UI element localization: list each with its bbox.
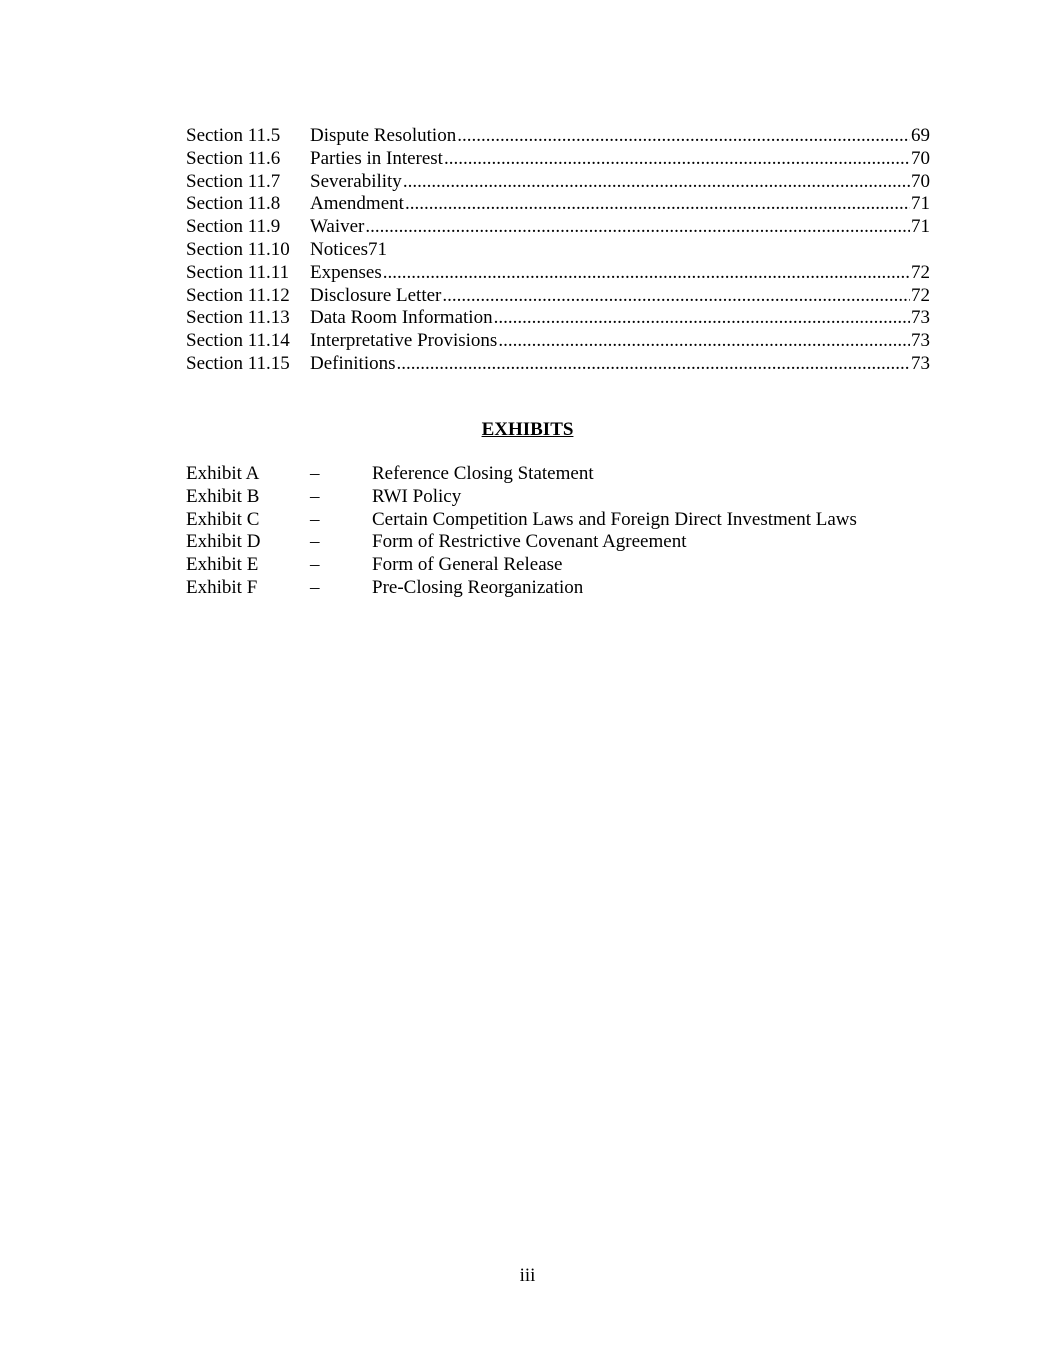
exhibit-title: RWI Policy	[372, 485, 462, 507]
toc-entry-11-12[interactable]	[186, 285, 930, 308]
exhibit-dash: –	[310, 508, 320, 530]
toc-dot-leader	[444, 148, 910, 171]
toc-entry-11-10[interactable]	[186, 239, 930, 262]
exhibits-heading: EXHIBITS	[481, 419, 574, 440]
toc-page-number: 73	[911, 307, 930, 329]
exhibit-label: Exhibit A	[186, 463, 260, 484]
exhibit-dash: –	[310, 576, 320, 598]
toc-section-number: Section 11.7	[186, 170, 281, 192]
toc-page-number: 72	[911, 261, 930, 283]
exhibit-entry-a[interactable]	[186, 463, 906, 486]
exhibit-entry-f[interactable]	[186, 577, 906, 600]
toc-dot-leader	[494, 307, 910, 330]
toc-section-title: Data Room Information	[310, 307, 493, 329]
toc-page-number: 71	[368, 238, 388, 260]
toc-section-title: Amendment	[310, 193, 404, 215]
exhibit-label: Exhibit C	[186, 508, 260, 530]
toc-entry-11-11[interactable]	[186, 262, 930, 285]
toc-page-number: 70	[911, 147, 930, 169]
toc-entry-11-14[interactable]	[186, 330, 930, 353]
toc-dot-leader	[498, 330, 910, 353]
exhibit-label: Exhibit D	[186, 531, 261, 553]
toc-section-title: Expenses	[310, 261, 382, 283]
toc-section-number: Section 11.6	[186, 147, 281, 169]
toc-dot-leader	[403, 171, 910, 194]
toc-dot-leader	[397, 353, 911, 376]
toc-entry-11-6[interactable]	[186, 148, 930, 171]
page-number: iii	[519, 1265, 536, 1286]
exhibit-entry-c[interactable]	[186, 509, 906, 532]
toc-page-number: 70	[911, 170, 930, 192]
toc-entry-11-13[interactable]	[186, 307, 930, 330]
toc-section-number: Section 11.10	[186, 238, 290, 260]
exhibit-label: Exhibit F	[186, 576, 258, 598]
toc-dot-leader	[365, 216, 910, 239]
exhibit-label: Exhibit B	[186, 485, 260, 507]
toc-section-title: Waiver	[310, 216, 365, 238]
toc-entry-11-5[interactable]	[186, 125, 930, 148]
exhibit-dash: –	[310, 554, 320, 576]
toc-section-number: Section 11.11	[186, 261, 290, 283]
exhibit-title: Certain Competition Laws and Foreign Direct Investment Laws	[372, 508, 857, 530]
toc-section-title: Parties in Interest	[310, 147, 443, 169]
toc-entry-11-9[interactable]	[186, 216, 930, 239]
toc-section-number: Section 11.15	[186, 352, 290, 374]
exhibits-list	[186, 463, 906, 600]
exhibit-dash: –	[310, 463, 320, 484]
exhibit-dash: –	[310, 485, 320, 507]
toc-section-number: Section 11.8	[186, 193, 281, 215]
toc-section-number: Section 11.12	[186, 284, 290, 306]
toc-section-title: Dispute Resolution	[310, 125, 457, 146]
toc-dot-leader	[383, 262, 910, 285]
exhibit-title: Form of General Release	[372, 554, 563, 576]
toc-section-number: Section 11.5	[186, 125, 281, 146]
toc-section-number: Section 11.13	[186, 307, 290, 329]
toc-entry-11-7[interactable]	[186, 171, 930, 194]
toc-page-number: 69	[911, 125, 930, 146]
toc-page-number: 73	[911, 352, 930, 374]
toc-entry-11-8[interactable]	[186, 193, 930, 216]
toc-dot-leader	[457, 125, 910, 148]
toc-page-number: 71	[911, 193, 930, 215]
exhibit-entry-e[interactable]	[186, 554, 906, 577]
table-of-contents	[186, 125, 930, 376]
toc-section-title: Interpretative Provisions	[310, 330, 498, 352]
toc-page-number: 71	[911, 216, 930, 238]
toc-section-title: Notices	[310, 238, 369, 260]
toc-section-number: Section 11.14	[186, 330, 290, 352]
toc-dot-leader	[405, 193, 910, 216]
toc-section-title: Severability	[310, 170, 402, 192]
exhibit-dash: –	[310, 531, 320, 553]
exhibit-entry-b[interactable]	[186, 486, 906, 509]
toc-page-number: 73	[911, 330, 930, 352]
toc-section-title: Definitions	[310, 352, 396, 374]
exhibit-label: Exhibit E	[186, 554, 259, 576]
toc-entry-11-15[interactable]	[186, 353, 930, 376]
toc-section-number: Section 11.9	[186, 216, 281, 238]
exhibit-title: Reference Closing Statement	[372, 463, 594, 484]
toc-section-title: Disclosure Letter	[310, 284, 442, 306]
exhibit-title: Form of Restrictive Covenant Agreement	[372, 531, 687, 553]
toc-page-number: 72	[911, 284, 930, 306]
exhibit-title: Pre-Closing Reorganization	[372, 576, 584, 598]
toc-dot-leader	[442, 285, 910, 308]
exhibit-entry-d[interactable]	[186, 531, 906, 554]
